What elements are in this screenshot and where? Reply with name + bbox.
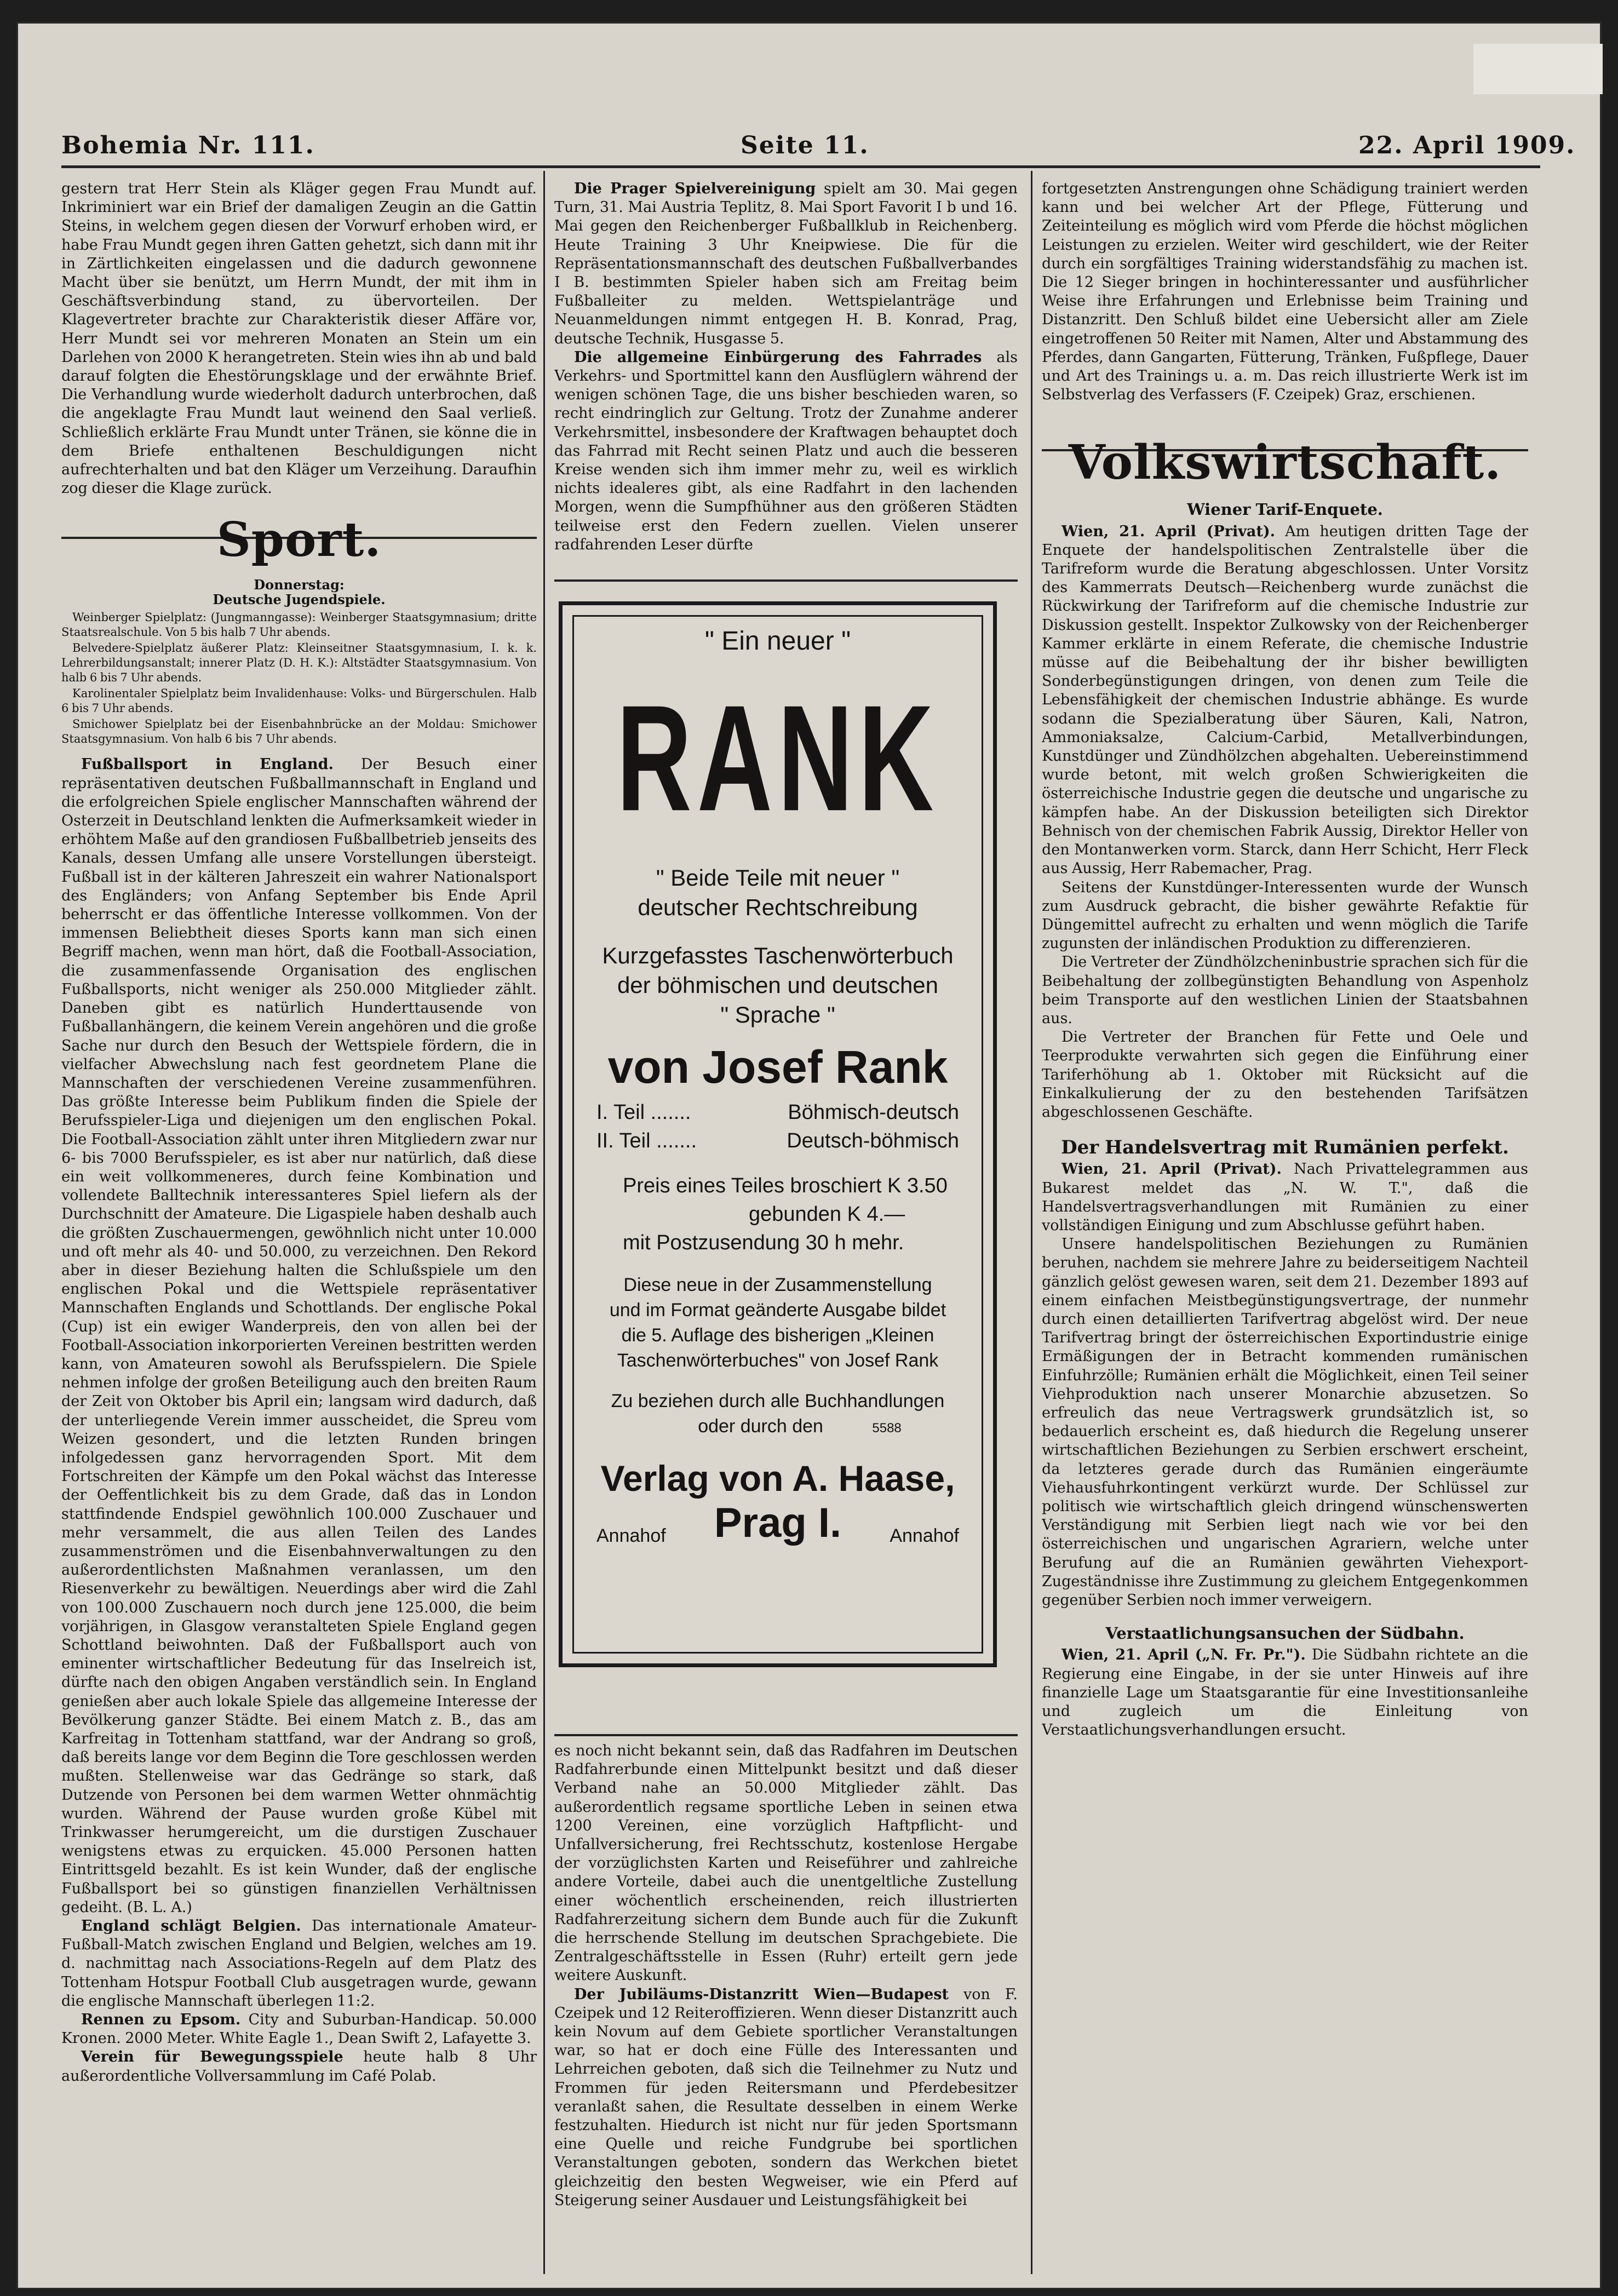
tarif-article-para: Die Vertreter der Zündhölzcheninbustrie sprachen sich für die Beibehaltung der zollbegünstigten Behandlung von Aspenholz beim Transporte auf den westlichen Linien der Staatsbahnen aus.: [1042, 954, 1528, 1027]
ad-notice-line: und im Format geänderte Ausgabe bildet: [609, 1300, 946, 1321]
verein-article: [61, 2048, 537, 2085]
article-headline: Rennen zu Epsom.: [81, 2011, 241, 2029]
ad-part-2: [584, 1127, 971, 1155]
column-rule-2: [1031, 171, 1032, 2274]
ad-availability: [584, 1388, 971, 1441]
article-body: Nach Privattelegrammen aus Bukarest meldet das „N. W. T.", daß die Handelsvertragsverhandlungen mit Rumänien zu einer vollständigen Einigung und zum Abschlusse geführt haben.: [1042, 1161, 1528, 1234]
article-headline: Die allgemeine Einbürgerung des Fahrrades: [574, 348, 982, 366]
article-body: Der Besuch einer repräsentativen deutschen Fußballmannschaft in England und die erfolgreichen Spiele englischer Mannschaften während der Osterzeit in Deutschland lenkten die Aufmerksamkeit wieder in erhöhtem Maße auf den grandiosen Fußballbetrieb jenseits des Kanals, dessen Umfang alle unsere Vorstellungen übersteigt. Fußball ist in der kälteren Jahreszeit ein wahrer Nationalsport des Engländers; von Anfang September bis Ende April beherrscht er das öffentliche Interesse vollkommen. Von der immensen Beliebtheit dieses Sports kann man sich einen Begriff machen, wenn man hört, daß die Football-Association, die zusammenfassende Organisation des englischen Fußballsports, nicht weniger als 250.000 Mitglieder zählt. Daneben gibt es natürlich Hunderttausende von Fußballanhängern, die keinem Verein angehören und die große Sache nur durch den Besuch der Wettspiele fördern, die in vielfacher Abwechslung nach fest geordnetem Plane die Mannschaften der verschiedenen Vereine zusammenführen. Das größte Interesse beim Publikum finden die Spiele der Berufsspieler-Liga und diejenigen um den englischen Pokal. Die Football-Association zählt unter ihren Mitgliedern zwar nur 6- bis 7000 Berufsspieler, es ist aber nur natürlich, daß diese ein weit vollkommeneres, durch feine Kombination und vollendete Balltechnik interessanteres Spiel liefern als der Durchschnitt der Amateure. Die Ligaspiele haben deshalb auch die größten Zuschauermengen, gewöhnlich nicht unter 10.000 und oft mehr als 40- und 50.000, zu verzeichnen. Den Rekord aber in dieser Beziehung halten die Schlußspiele um den englischen Pokal und die Wettspiele repräsentativer Mannschaften Englands und Schottlands. Der englische Pokal (Cup) ist ein ewiger Wanderpreis, den von allen bei der Football-Association inkorporierten Vereinen bestritten werden kann, von Amateuren sowohl als Berufsspielern. Die Spiele nehmen infolge der großen Beteiligung auch den breiten Raum der Zeit von Oktober bis April ein; langsam wird dadurch, daß der unterliegende Verein immer ausscheidet, die Spreu vom Weizen gesondert, und die letzten Runden bringen infolgedessen ganz hervorragenden Sport. Mit dem Fortschreiten der Kämpfe um den Pokal wächst das Interesse der Oeffentlichkeit bis zu dem Grade, daß das in London stattfindende Endspiel gewöhnlich 100.000 Zuschauer und mehr versammelt, die aus allen Teilen des Landes zusammenströmen und die Eisenbahnverwaltungen zu den außerordentlichsten Maßnahmen veranlassen, um den Riesenverkehr zu bewältigen. Neuerdings aber wird die Zahl von 100.000 Zuschauern noch durch jene 125.000, die beim vorjährigen, in Glasgow veranstalteten Spiele England gegen Schottland beiwohnten. Daß der Fußballsport auch von eminenter wirtschaftlicher Bedeutung für das Inselreich ist, dürfte nach den obigen Angaben verständlich sein. In England genießen aber auch lokale Spiele das allgemeine Interesse der Bevölkerung ganzer Städte. Bei einem Match z. B., das am Karfreitag in Tottenham stattfand, war der Andrang so groß, daß bereits lange vor dem Beginn die Tore geschlossen werden mußten. Stellenweise war das Gedränge so stark, daß Dutzende von Personen bei dem warmen Wetter ohnmächtig wurden. Während der Pause wurden große Kübel mit Trinkwasser herumgereicht, um die durstigen Zuschauer wenigstens etwas zu erquicken. 45.000 Personen hatten Eintrittsgeld bezahlt. Es ist kein Wunder, daß der englische Fußballsport bei so günstigen finanziellen Verhältnissen gedeiht. (B. L. A.): [61, 756, 537, 1916]
suedbahn-subheading: Verstaatlichungsansuchen der Südbahn.: [1105, 1624, 1465, 1643]
article-body: Die Südbahn richtete an die Regierung eine Eingabe, in der sie unter Hinweis auf ihre finanzielle Lage um Staatsgarantie für eine Investitionsanleihe und zugleich um die Einleitung von Verstaatlichungsverhandlungen ersucht.: [1042, 1646, 1528, 1739]
schedule-item: Belvedere-Spielplatz äußerer Platz: Kleinseitner Staatsgymnasium, I. k. k. Lehrerbildungsanstalt; innerer Platz (D. H. K.): Altstädter Staatsgymnasium. Von halb 6 bis 7 Uhr abends.: [61, 641, 537, 685]
article-body: heute halb 8 Uhr außerordentliche Vollversammlung im Café Polab.: [61, 2048, 537, 2085]
library-stamp: [1473, 44, 1603, 94]
ad-description: Kurzgefasstes Taschenwörterbuch: [602, 943, 954, 968]
ad-notice-line: Diese neue in der Zusammenstellung: [623, 1275, 932, 1295]
ad-part-label: I. Teil .......: [596, 1101, 691, 1124]
ad-part-title: Deutsch-böhmisch: [787, 1129, 959, 1152]
ad-author: von Josef Rank: [607, 1041, 948, 1093]
ad-address: [584, 1499, 971, 1547]
ad-publisher: Verlag von A. Haase,: [600, 1458, 955, 1499]
article-dateline: Wien, 21. April (Privat).: [1062, 523, 1276, 540]
ad-description-3: " Sprache ": [720, 1002, 835, 1028]
ad-notice-line: die 5. Auflage des bisherigen „Kleinen: [621, 1325, 934, 1346]
article-dateline: Wien, 21. April („N. Fr. Pr.").: [1062, 1646, 1306, 1664]
football-england-article: [61, 755, 537, 1917]
ad-notice-line: Taschenwörterbuches" von Josef Rank: [617, 1350, 939, 1371]
prager-spielvereinigung-article: [554, 180, 1018, 348]
schedule-item: Karolinentaler Spielplatz beim Invalidenhause: Volks- und Bürgerschulen. Halb 6 bis 7 Uhr abends.: [61, 687, 537, 715]
article-headline: Verein für Bewegungsspiele: [81, 2048, 343, 2066]
distanzritt-article: [554, 1985, 1018, 2210]
fahrrad-article: [554, 348, 1018, 554]
column-middle-top: [554, 180, 1018, 574]
ad-notice: [584, 1272, 971, 1373]
page-number: Seite 11.: [741, 131, 869, 159]
article-headline: Fußballsport in England.: [81, 756, 334, 773]
article-headline: Der Jubiläums-Distanzritt Wien—Budapest: [574, 1985, 949, 2003]
article-body: von F. Czeipek und 12 Reiteroffizieren. Wenn dieser Distanzritt auch kein Novum auf dem Gebiete sportlicher Veranstaltungen war, so hat er doch eine Fülle des Interessanten und Lehrreichen geboten, daß sich die Teilnehmer zu Nutz und Frommen für jeden Reitersmann und Pferdebesitzer veranlaßt sahen, die Resultate desselben in einem Werke festzuhalten. Hiedurch ist nicht nur für jeden Sportsmann eine Quelle und reiche Fundgrube bei sportlichen Veranstaltungen geboten, sondern das Werkchen bietet gleichzeitig den besten Wegweiser, wie ein Pferd auf Steigerung seiner Ausdauer und Leistungsfähigkeit bei: [554, 1985, 1018, 2209]
schedule-title: Deutsche Jugendspiele.: [213, 592, 386, 608]
epsom-race-article: [61, 2011, 537, 2048]
ad-intro: [584, 626, 971, 656]
ad-top-rule: [554, 579, 1018, 582]
article-body: als Verkehrs- und Sportmittel kann den Ausflüglern während der wenigen schönen Tage, die uns bisher beschieden waren, so recht eindringlich zur Geltung. Trotz der Zunahme anderer Verkehrsmittel, insbesondere der Kraftwagen behauptet doch das Fahrrad mit Recht seinen Platz und auch die besseren Kreise wenden sich ihm immer mehr zu, weil es wirklich nichts idealeres gibt, als eine Radfahrt in den lachenden Morgen, wenn die Sumpfhühner aus den größeren Städten teilweise erst den Federn zuellen. Vielen unserer radfahrenden Leser dürfte: [554, 348, 1018, 553]
schedule-item: Smichower Spielplatz bei der Eisenbahnbrücke an der Moldau: Smichower Staatsgymnasium. Von halb 6 bis 7 Uhr abends.: [61, 718, 537, 746]
newspaper-page: [16, 22, 1602, 2289]
schedule-day: Donnerstag:: [254, 577, 345, 593]
issue-date: 22. April 1909.: [1358, 131, 1576, 159]
suedbahn-article: [1042, 1646, 1528, 1740]
column-left: [61, 180, 537, 2272]
ad-part-title: Böhmisch-deutsch: [788, 1101, 959, 1124]
column-rule-1: [543, 171, 545, 2274]
rumaenien-article-para: Unsere handelspolitischen Beziehungen zu Rumänien beruhen, nachdem sie mehrere Jahre zu beiderseitigem Nachteil gänzlich gelöst gewesen waren, seit dem 21. Dezember 1893 auf einem einfachen Meistbegünstigungsvertrage, der nunmehr durch einen detaillierten Tarifvertrag abgelöst wird. Der neue Tarifvertrag bringt der österreichischen Exportindustrie einige Ermäßigungen der in Betracht kommenden rumänischen Einfuhrzölle; Rumänien erhält die Möglichkeit, einen Teil seiner Viehproduktion nach unserer Monarchie abzusetzen. So erfreulich das neue Vertragswerk grundsätzlich ist, so bedauerlich erscheint es, daß hiedurch die Regelung unserer wirtschaftlichen Beziehungen zu Serbien erschwert erscheint, da letzteres gerade durch das Rumänien eingeräumte Viehausfuhrkontingent verkürzt wurde. Der Schlüssel zur politisch wie wirtschaftlich gleich dringend wünschenswerten Verständigung mit Serbien liegt nach wie vor bei den österreichischen und ungarischen Agrariern, welche unter Berufung auf die an Rumänien gewährten Viehexport-Zugeständnisse ihre Zustimmung zu gleichem Entgegenkommen gegenüber Serbien noch immer verweigern.: [1042, 1236, 1528, 1609]
ad-intro-text: " Ein neuer ": [704, 627, 851, 656]
ad-subtitle: " Beide Teile mit neuer ": [656, 865, 900, 891]
schedule-item: Weinberger Spielplatz: (Jungmanngasse): Weinberger Staatsgymnasium; dritte Staatsrealschule. Von 5 bis halb 7 Uhr abends.: [61, 611, 537, 639]
ad-part-1: [584, 1098, 971, 1127]
masthead-left: Bohemia Nr. 111.: [61, 131, 315, 159]
tarif-article: [1042, 523, 1528, 879]
ad-description-2: der böhmischen und deutschen: [617, 972, 939, 998]
article-dateline: Wien, 21. April (Privat).: [1062, 1161, 1282, 1178]
ad-availability-line: Zu beziehen durch alle Buchhandlungen: [611, 1391, 945, 1411]
tarif-article-para: Seitens der Kunstdünger-Interessenten wurde der Wunsch zum Ausdruck gebracht, die bisher gewährte Refaktie für Düngemittel aufrecht zu erhalten und wenn möglich die Tarife zugunsten der inländischen Produktion zu differenzieren.: [1042, 879, 1528, 952]
article-headline: Die Prager Spielvereinigung: [574, 180, 816, 197]
rumaenien-article: [1042, 1160, 1528, 1235]
volkswirtschaft-heading: Volkswirtschaft.: [1068, 435, 1502, 491]
ad-price-line: Preis eines Teiles broschiert K 3.50: [623, 1174, 948, 1197]
column-middle-bottom: [554, 1742, 1018, 2268]
england-belgium-article: [61, 1917, 537, 2011]
sport-heading: Sport.: [216, 512, 382, 568]
ad-city: Prag I.: [714, 1500, 842, 1546]
ad-subtitle-2: deutscher Rechtschreibung: [638, 894, 918, 920]
ad-address-left: Annahof: [596, 1525, 666, 1546]
rank-dictionary-advertisement: [559, 601, 997, 1667]
court-article-continuation: gestern trat Herr Stein als Kläger gegen Frau Mundt auf. Inkriminiert war ein Brief der damaligen Zeugin an die Gattin Steins, in welchem gegen diesen der Vorwurf erhoben wird, er habe Frau Mundt gegen ihren Gatten gehetzt, sich dann mit ihr in Zärtlichkeiten eingelassen und die dadurch gewonnene Macht über sie benützt, um Herrn Mundt, der mit ihm in Geschäftsverbindung stand, zu übervorteilen. Der Klagevertreter brachte zur Charakteristik dieser Affäre vor, Herr Mundt sei vor mehreren Monaten an Stein um ein Darlehen von 2000 K herangetreten. Stein wies ihn ab und bald darauf folgten die Ehestörungsklage und der erwähnte Brief. Die Verhandlung wurde wiederholt dadurch unterbrochen, daß die angeklagte Frau Mundt laut weinend den Saal verließ. Schließlich erklärte Frau Mundt unter Tränen, sie könne die in dem Briefe enthaltenen Beschuldigungen nicht aufrechterhalten und bat den Kläger um Verzeihung. Daraufhin zog dieser die Klage zurück.: [61, 180, 537, 497]
header-rule: [61, 165, 1540, 168]
ad-title: RANK: [616, 674, 939, 843]
ad-availability-line: oder durch den 5588: [698, 1416, 902, 1437]
ad-price-line: mit Postzusendung 30 h mehr.: [623, 1231, 904, 1254]
column-right: [1042, 180, 1528, 2272]
article-headline: England schlägt Belgien.: [81, 1918, 301, 1935]
ad-part-label: II. Teil .......: [596, 1129, 697, 1152]
article-body: Das internationale Amateur-Fußball-Match zwischen England und Belgien, welches am 19. d. nachmittag nach Associations-Regeln auf dem Platz des Tottenham Hotspur Football Club ausgetragen wurde, gewann die englische Mannschaft überlegen 11:2.: [61, 1918, 537, 2010]
tarif-article-para: Die Vertreter der Branchen für Fette und Oele und Teerprodukte verwahrten sich gegen die Einführung einer Tariferhöhung ab 1. Oktober mit Rücksicht auf die Einkalkulierung der zu den bestehenden Tarifsätzen abgeschlossenen Geschäfte.: [1042, 1029, 1528, 1121]
ad-address-right: Annahof: [890, 1525, 959, 1546]
rumaenien-subheading: Der Handelsvertrag mit Rumänien perfekt.: [1061, 1136, 1509, 1159]
article-body: City and Suburban-Handicap. 50.000 Kronen. 2000 Meter. White Eagle 1., Dean Swift 2, Lafayette 3.: [61, 2011, 537, 2047]
ad-code: 5588: [872, 1421, 902, 1436]
article-body: Am heutigen dritten Tage der Enquete der handelspolitischen Zentralstelle über die Tarifreform wurde die Beratung abgeschlossen. Unter Vorsitz des Kammerrats Deutsch—Reichenberg wurde zunächst die Rückwirkung der Tarifreform auf die chemische Industrie zur Diskussion gestellt. Inspektor Zulkowsky von der Reichenberger Kammer erklärte in einem Referate, die chemische Industrie müsse auf die Beibehaltung der ihr bisher bewilligten Sonderbegünstigungen dringen, von denen zum Teile die Lebensfähigkeit der chemischen Industrie abhänge. Es wurde sodann die Spezialberatung über Säuren, Kali, Natron, Ammoniaksalze, Calcium-Carbid, Metallverbindungen, Kunstdünger und Zündhölzchen abgehalten. Uebereinstimmend wurde betont, mit welch großen Schwierigkeiten die österreichische Industrie gegen die deutsche und ungarische zu kämpfen habe. An der Diskussion beteiligten sich Direktor Behnisch von der chemischen Fabrik Aussig, Direktor Heller von den Montanwerken vorm. Starck, dann Herr Schicht, Herr Fleck aus Aussig, Herr Rabemacher, Prag.: [1042, 523, 1528, 877]
ad-bottom-rule: [554, 1734, 1018, 1736]
radfahrer-article-continuation: es noch nicht bekannt sein, daß das Radfahren im Deutschen Radfahrerbunde einen Mittelpunkt besitzt und daß dieser Verband nahe an 50.000 Mitglieder zählt. Das außerordentlich regsame sportliche Leben in seinen etwa 1200 Vereinen, eine vorzüglich Haftpflicht- und Unfallversicherung, frei Rechtsschutz, kostenlose Hergabe der vorzüglichsten Karten und Reiseführer und zahlreiche andere Vorteile, dabei auch die unentgeltliche Zustellung einer wöchentlich erscheinenden, reich illustrierten Radfahrerzeitung sichern dem Bunde auch für die Zukunft die herrschende Stellung im deutschen Sprachgebiete. Die Zentralgeschäftsstelle in Essen (Ruhr) erteilt gern jede weitere Auskunft.: [554, 1742, 1018, 1984]
games-schedule: [61, 577, 537, 747]
ad-price-line: gebunden K 4.—: [749, 1203, 905, 1226]
article-body: spielt am 30. Mai gegen Turn, 31. Mai Austria Teplitz, 8. Mai Sport Favorit I b und 16. Mai gegen den Reichenberger Fußballklub in Reichenberg. Heute Training 3 Uhr Kneipwiese. Die für die Repräsentationsmannschaft des deutschen Fußballverbandes I B. bestimmten Spieler haben sich am Freitag beim Fußballeiter zu melden. Wettspielanträge und Neuanmeldungen nimmt entgegen H. B. Konrad, Prag, deutsche Technik, Husgasse 5.: [554, 180, 1018, 347]
tarif-enquete-subheading: Wiener Tarif-Enquete.: [1187, 500, 1383, 519]
ad-price: [584, 1172, 971, 1257]
training-article-continuation: fortgesetzten Anstrengungen ohne Schädigung trainiert werden kann und bei welcher Art der Pflege, Fütterung und Zeiteinteilung es möglich wird vom Pferde die höchst möglichen Leistungen zu erzielen. Weiter wird geschildert, wie der Reiter durch ein sorgfältiges Training widerstandsfähig zu machen ist. Die 12 Sieger bringen in hochinteressanter und ausführlicher Weise ihre Erfahrungen und Erlebnisse beim Training und Distanzritt. Den Schluß bildet eine Uebersicht aller am Ziele eingetroffenen 50 Reiter mit Namen, Alter und Abstammung des Pferdes, dann Gangarten, Fütterung, Tränken, Fußpflege, Dauer und Art des Trainings u. a. m. Das reich illustrierte Werk ist im Selbstverlag des Verfassers (F. Czeipek) Graz, erschienen.: [1042, 180, 1528, 404]
